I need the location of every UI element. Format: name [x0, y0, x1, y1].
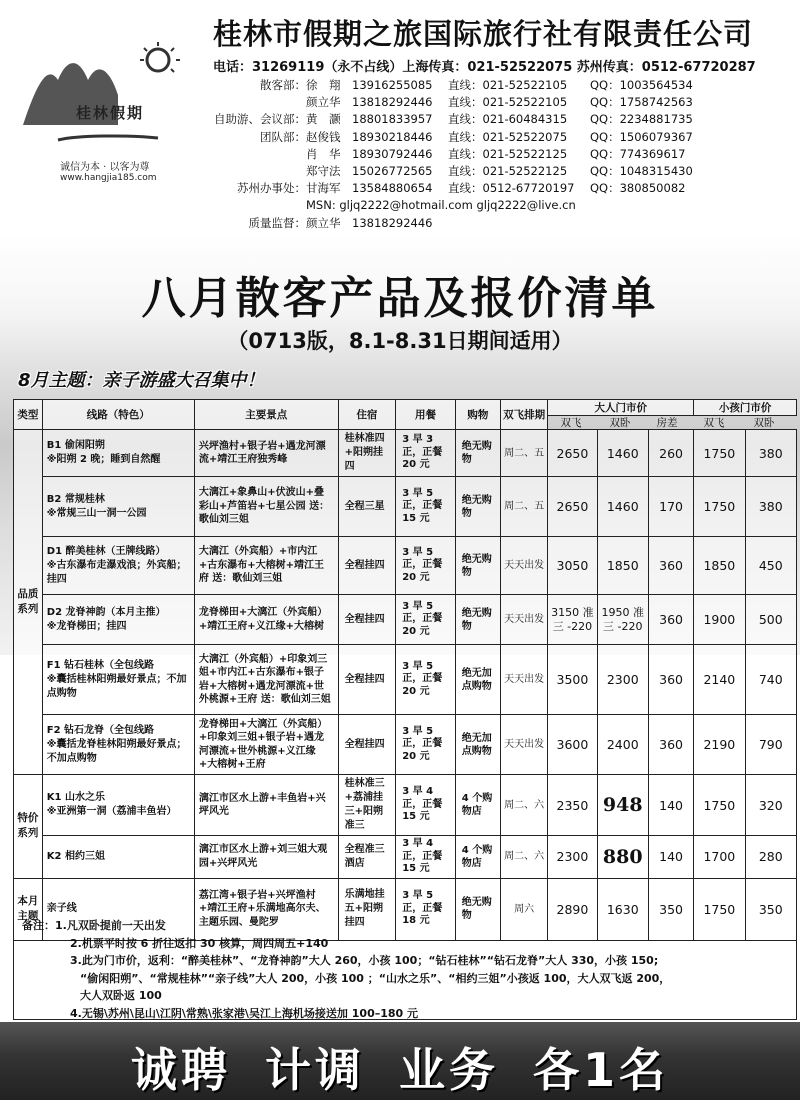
table-row: [14, 477, 797, 537]
route-name: B2 常规桂林: [46, 493, 105, 505]
route-hotel: 全程挂四: [338, 715, 396, 775]
contact-row: [200, 77, 720, 94]
table-row: [14, 645, 797, 715]
route-name: F1 钻石桂林（全包线路: [46, 659, 155, 671]
route-hotel: 乐满地挂五+阳朔挂四: [338, 878, 396, 940]
contact-tel: 直线：021-52522125: [448, 146, 568, 161]
contact-row: [200, 129, 720, 146]
child-train-price: 380: [745, 430, 796, 477]
child-fly-price: 1750: [694, 878, 745, 940]
route-schedule: 周二、六: [501, 836, 548, 879]
table-row: [14, 595, 797, 645]
table-row: [14, 775, 797, 836]
child-train-price: 380: [745, 477, 796, 537]
room-diff-price: 350: [648, 878, 693, 940]
route-note: ※囊括桂林阳朔最好景点；不加点购物: [46, 673, 187, 699]
adult-fly-price: 3600: [548, 715, 597, 775]
logo-website: www.hangjia185.com: [60, 173, 157, 183]
adult-train-price: 1850: [597, 537, 648, 595]
route-spots: 龙脊梯田+大漓江（外宾船）+印象刘三姐+银子岩+遇龙河漂流+世外桃源+义江缘+大榕树+王府: [194, 715, 338, 775]
adult-train-price: 1630: [597, 878, 648, 940]
header-spots: 主要景点: [194, 400, 338, 430]
route-name: K2 相约三姐: [46, 850, 105, 862]
route-note: ※囊括龙脊桂林阳朔最好景点；不加点购物: [46, 738, 187, 764]
contact-qq: QQ：2234881735: [590, 112, 693, 127]
phone-fax-line: 电话：31269119（永不占线）上海传真：021-52522075 苏州传真：0512-67720287: [213, 60, 756, 75]
route-schedule: 周六: [501, 878, 548, 940]
route-spots: 大漓江（外宾船）+市内江+古东瀑布+大榕树+靖江王府 送：歌仙刘三姐: [194, 537, 338, 595]
route-meal: 3 早 5 正，正餐 20 元: [396, 715, 456, 775]
route-spots: 大漓江（外宾船）+印象刘三姐+市内江+古东瀑布+银子岩+大榕树+遇龙河漂流+世外桃源+王府 送：歌仙刘三姐: [194, 645, 338, 715]
page-subtitle: （0713版，8.1-8.31日期间适用）: [227, 329, 573, 353]
room-diff-price: 260: [648, 430, 693, 477]
note-3a: 3.此为门市价，返利：“醉美桂林”、“龙脊神韵”大人 260，小孩 100；“钻石桂林”“钻石龙脊”大人 330，小孩 150;: [70, 954, 659, 967]
route-name: D2 龙脊神韵（本月主推）: [46, 606, 166, 618]
route-shopping: 绝无加点购物: [455, 645, 500, 715]
room-diff-price: 360: [648, 715, 693, 775]
route-spots: 大漓江+象鼻山+伏波山+叠彩山+芦笛岩+七星公园 送：歌仙刘三姐: [194, 477, 338, 537]
quality-dept: 质量监督：: [248, 215, 306, 230]
route-spots: 漓江市区水上游+丰鱼岩+兴坪风光: [194, 775, 338, 836]
contact-dept: [200, 163, 306, 180]
contact-list: [200, 77, 720, 232]
route-schedule: 周二、五: [501, 430, 548, 477]
table-row: [14, 537, 797, 595]
subheader-child-fly: 双飞: [703, 417, 725, 429]
route-hotel: 桂林准三+荔浦挂三+阳朔准三: [338, 775, 396, 836]
route-shopping: 绝无购物: [455, 477, 500, 537]
hiring-banner: 诚聘 计调 业务 各1名: [130, 1043, 670, 1097]
header-category: 类型: [14, 400, 43, 430]
contact-dept: 团队部：: [260, 129, 306, 144]
note-1: 1.凡双卧提前一天出发: [55, 919, 166, 932]
child-fly-price: 1750: [694, 477, 745, 537]
contact-dept: 苏州办事处：: [237, 181, 306, 196]
route-schedule: 天天出发: [501, 537, 548, 595]
logo-slogan: 诚信为本 · 以客为尊: [60, 162, 150, 173]
note-3c: 大人双卧返 100: [80, 989, 162, 1002]
room-diff-price: 140: [648, 836, 693, 879]
route-hotel: 全程准三酒店: [338, 836, 396, 879]
room-diff-price: 360: [648, 595, 693, 645]
contact-tel: 直线：021-60484315: [448, 112, 568, 127]
route-shopping: 绝无购物: [455, 537, 500, 595]
route-name: B1 偷闲阳朔: [46, 440, 105, 451]
route-name: K1 山水之乐: [46, 792, 105, 803]
route-hotel: 桂林准四+阳朔挂四: [338, 430, 396, 477]
notes-label: 备注：: [22, 919, 55, 932]
contact-qq: QQ：774369617: [590, 146, 686, 161]
msn-line: MSN: gljq2222@hotmail.com gljq2222@live.cn: [306, 198, 576, 213]
header-meal: 用餐: [396, 400, 456, 430]
header-schedule: 双飞排期: [501, 400, 548, 430]
route-schedule: 天天出发: [501, 715, 548, 775]
header-child-price: 小孩门市价: [694, 400, 797, 416]
route-schedule: 周二、五: [501, 477, 548, 537]
contact-mobile: 13584880654: [352, 181, 433, 196]
adult-fly-price: 2300: [548, 836, 597, 879]
route-shopping: 4 个购物店: [455, 775, 500, 836]
notes-box: [13, 916, 797, 1020]
child-train-price: 280: [745, 836, 796, 879]
price-subheaders: [0, 415, 800, 429]
route-schedule: 天天出发: [501, 595, 548, 645]
route-meal: 3 早 5 正，正餐 20 元: [396, 595, 456, 645]
quality-name: 颜立华: [306, 215, 341, 230]
route-meal: 3 早 4 正，正餐 15 元: [396, 836, 456, 879]
room-diff-price: 360: [648, 645, 693, 715]
adult-train-price: 880: [597, 836, 648, 879]
child-train-price: 350: [745, 878, 796, 940]
adult-train-price: 1460: [597, 430, 648, 477]
room-diff-price: 360: [648, 537, 693, 595]
header-hotel: 住宿: [338, 400, 396, 430]
contact-mobile: 18930792446: [352, 146, 433, 161]
route-note: ※阳朔 2 晚；睡到自然醒: [46, 454, 161, 465]
child-fly-price: 2190: [694, 715, 745, 775]
child-train-price: 740: [745, 645, 796, 715]
contact-row: [200, 111, 720, 128]
page-title: 八月散客产品及报价清单: [141, 273, 659, 324]
table-row: [14, 715, 797, 775]
route-hotel: 全程挂四: [338, 645, 396, 715]
contact-dept: 自助游、会议部：: [214, 112, 306, 127]
adult-fly-price: 2890: [548, 878, 597, 940]
route-meal: 3 早 5 正，正餐 20 元: [396, 645, 456, 715]
child-fly-price: 1700: [694, 836, 745, 879]
route-meal: 3 早 5 正，正餐 18 元: [396, 878, 456, 940]
contact-tel: 直线：021-52522105: [448, 95, 568, 110]
contact-tel: 直线：0512-67720197: [448, 181, 575, 196]
contact-tel: 直线：021-52522075: [448, 129, 568, 144]
note-3b: “偷闲阳朔”、“常规桂林”“亲子线”大人 200，小孩 100 ；“山水之乐”、“相约三姐”小孩返 100，大人双飞返 200，: [80, 971, 671, 985]
theme-line: 8月主题：亲子游盛大召集中！: [18, 370, 265, 391]
adult-fly-price: 3150 准三 -220: [548, 595, 597, 645]
contact-mobile: 13818292446: [352, 95, 433, 110]
contact-name: 徐 翔: [306, 78, 341, 92]
room-diff-price: 140: [648, 775, 693, 836]
route-spots: 荔江湾+银子岩+兴坪渔村+靖江王府+乐满地高尔夫、主题乐园、曼陀罗: [194, 878, 338, 940]
quality-mobile: 13818292446: [352, 215, 433, 230]
contact-qq: QQ：1506079367: [590, 129, 693, 144]
company-logo: [18, 40, 198, 190]
contact-row: [200, 180, 720, 197]
msn-row: [200, 197, 720, 214]
route-name: 亲子线: [46, 903, 77, 914]
room-diff-price: 170: [648, 477, 693, 537]
contact-mobile: 15026772565: [352, 164, 433, 179]
contact-mobile: 18801833957: [352, 112, 433, 127]
route-meal: 3 早 5 正，正餐 20 元: [396, 537, 456, 595]
child-fly-price: 1750: [694, 775, 745, 836]
adult-fly-price: 2650: [548, 477, 597, 537]
subheader-child-train: 双卧: [753, 417, 775, 429]
contact-dept: [200, 146, 306, 163]
route-spots: 漓江市区水上游+刘三姐大观园+兴坪风光: [194, 836, 338, 879]
route-shopping: 绝无购物: [455, 595, 500, 645]
contact-name: 肖 华: [306, 146, 341, 161]
contact-qq: QQ：1003564534: [590, 78, 693, 92]
route-meal: 3 早 4 正，正餐 15 元: [396, 775, 456, 836]
route-note: ※古东瀑布走瀑戏浪；外宾船；挂四: [46, 559, 187, 585]
route-schedule: 天天出发: [501, 645, 548, 715]
category-special: 特价系列: [14, 775, 43, 879]
route-shopping: 绝无购物: [455, 430, 500, 477]
contact-row: [200, 94, 720, 111]
table-row: [14, 430, 797, 477]
contact-name: 郑守法: [306, 164, 341, 179]
contact-row: [200, 146, 720, 163]
route-schedule: 周二、六: [501, 775, 548, 836]
note-2: 2.机票平时按 6 折往返扣 30 核算，周四周五+140: [70, 936, 329, 950]
route-shopping: 绝无购物: [455, 878, 500, 940]
adult-train-price: 2400: [597, 715, 648, 775]
route-note: ※常规三山一洞一公园: [46, 507, 147, 519]
adult-train-price: 1950 准三 -220: [597, 595, 648, 645]
route-name: D1 醉美桂林（王牌线路）: [46, 545, 166, 557]
route-spots: 兴坪渔村+银子岩+遇龙河漂流+靖江王府独秀峰: [194, 430, 338, 477]
contact-name: 颜立华: [306, 95, 341, 110]
contact-mobile: 18930218446: [352, 129, 433, 144]
route-meal: 3 早 5 正，正餐 15 元: [396, 477, 456, 537]
child-fly-price: 1750: [694, 430, 745, 477]
contact-tel: 直线：021-52522105: [448, 78, 568, 92]
child-train-price: 500: [745, 595, 796, 645]
route-note: ※龙脊梯田；挂四: [46, 620, 127, 632]
adult-fly-price: 2350: [548, 775, 597, 836]
note-4: 4.无锡\苏州\昆山\江阴\常熟\张家港\吴江上海机场接送加 100–180 元: [70, 1006, 419, 1020]
child-fly-price: 1850: [694, 537, 745, 595]
category-quality: 品质系列: [14, 430, 43, 775]
contact-row: [200, 163, 720, 180]
category-monthly: 本月主题: [14, 878, 43, 940]
route-note: ※亚洲第一洞（荔浦丰鱼岩）: [46, 806, 177, 817]
route-shopping: 绝无加点购物: [455, 715, 500, 775]
contact-qq: QQ：1048315430: [590, 164, 693, 179]
contact-qq: QQ：380850082: [590, 181, 686, 196]
adult-train-price: 1460: [597, 477, 648, 537]
quality-row: [200, 215, 720, 232]
route-name: F2 钻石龙脊（全包线路: [46, 724, 155, 736]
child-train-price: 320: [745, 775, 796, 836]
contact-name: 赵俊钱: [306, 129, 341, 144]
company-name: 桂林市假期之旅国际旅行社有限责任公司: [213, 17, 754, 51]
contact-dept: [200, 94, 306, 111]
header-shopping: 购物: [455, 400, 500, 430]
header-adult-price: 大人门市价: [548, 400, 694, 416]
route-hotel: 全程挂四: [338, 595, 396, 645]
child-train-price: 790: [745, 715, 796, 775]
contact-name: 黄 灏: [306, 112, 341, 127]
adult-train-price: 948: [597, 775, 648, 836]
contact-tel: 直线：021-52522125: [448, 164, 568, 179]
adult-fly-price: 3500: [548, 645, 597, 715]
header-route: 线路（特色）: [42, 400, 194, 430]
adult-fly-price: 2650: [548, 430, 597, 477]
logo-text: 桂林假期: [76, 104, 145, 122]
table-row: [14, 836, 797, 879]
child-train-price: 450: [745, 537, 796, 595]
price-table: [13, 399, 797, 941]
contact-name: 甘海军: [306, 181, 341, 196]
route-hotel: 全程挂四: [338, 537, 396, 595]
subheader-adult-train: 双卧: [609, 417, 631, 429]
child-fly-price: 2140: [694, 645, 745, 715]
subheader-room-diff: 房差: [656, 417, 678, 429]
route-hotel: 全程三星: [338, 477, 396, 537]
adult-train-price: 2300: [597, 645, 648, 715]
route-spots: 龙脊梯田+大漓江（外宾船）+靖江王府+义江缘+大榕树: [194, 595, 338, 645]
route-meal: 3 早 3 正，正餐 20 元: [396, 430, 456, 477]
subheader-adult-fly: 双飞: [560, 417, 582, 429]
contact-dept: 散客部：: [260, 78, 306, 92]
route-shopping: 4 个购物店: [455, 836, 500, 879]
contact-qq: QQ：1758742563: [590, 95, 693, 110]
child-fly-price: 1900: [694, 595, 745, 645]
contact-mobile: 13916255085: [352, 78, 433, 92]
adult-fly-price: 3050: [548, 537, 597, 595]
